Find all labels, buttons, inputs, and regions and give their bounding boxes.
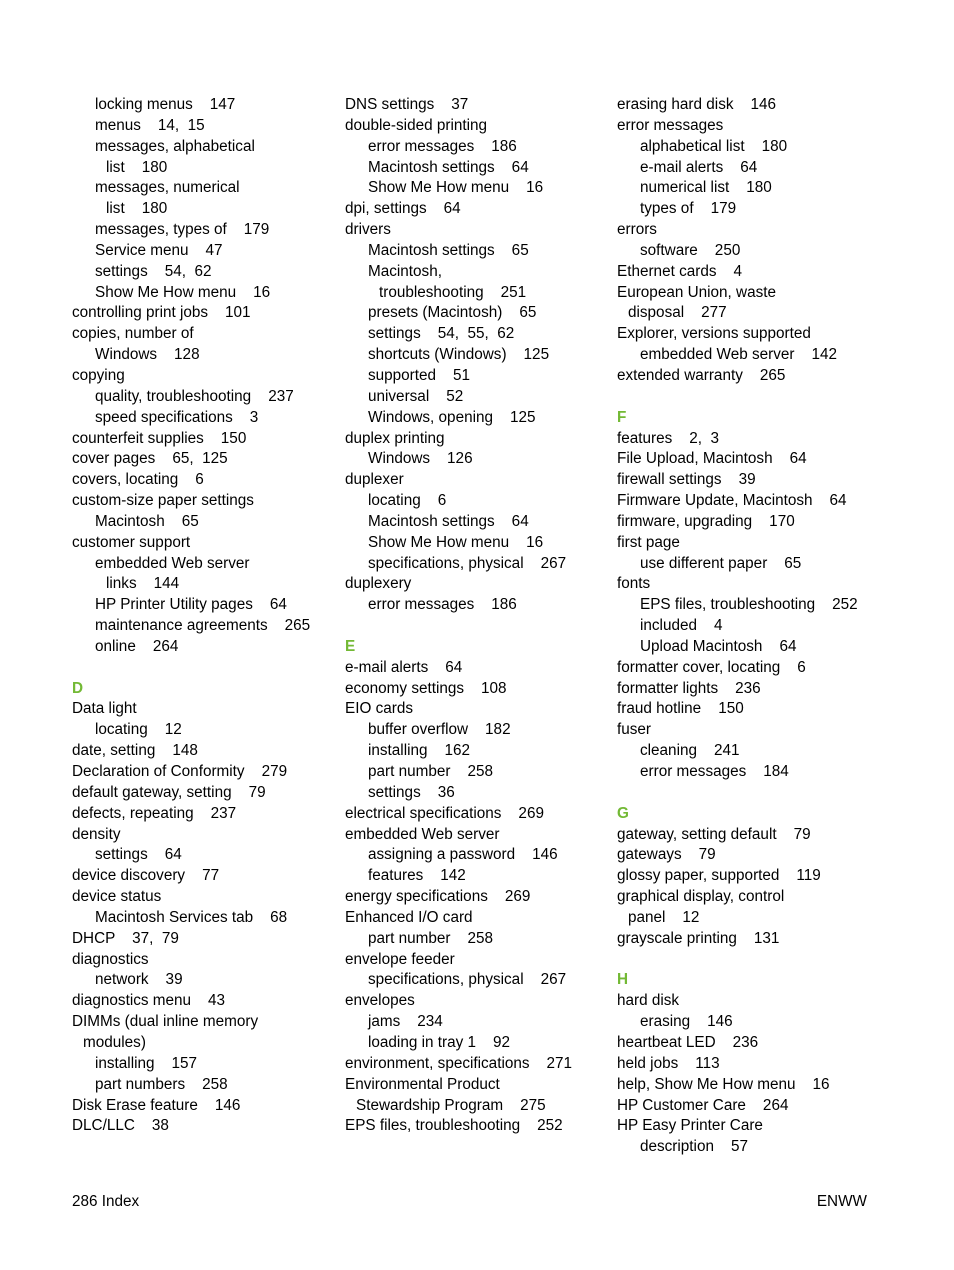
index-entry: gateway, setting default 79 [617, 825, 811, 843]
index-entry: customer support [72, 533, 191, 551]
index-entry: Show Me How menu 16 [368, 179, 544, 197]
section-spacer [617, 783, 917, 804]
index-entry: list 180 [106, 200, 168, 218]
page-footer-left: 286 Index [72, 1193, 140, 1210]
index-entry: buffer overflow 182 [368, 721, 511, 739]
index-entry: energy specifications 269 [345, 888, 531, 906]
index-entry: graphical display, control [617, 888, 785, 906]
index-entry: device discovery 77 [72, 867, 220, 885]
index-entry: Ethernet cards 4 [617, 262, 742, 280]
section-spacer [345, 616, 607, 637]
index-entry: list 180 [106, 158, 168, 176]
index-entry: defects, repeating 237 [72, 804, 237, 822]
index-entry: electrical specifications 269 [345, 804, 544, 822]
index-entry: EIO cards [345, 700, 414, 718]
index-entry: duplexery [345, 575, 412, 593]
index-entry: DIMMs (dual inline memory [72, 1013, 259, 1031]
index-entry: help, Show Me How menu 16 [617, 1075, 830, 1093]
index-entry: envelopes [345, 992, 415, 1010]
index-entry: firewall settings 39 [617, 471, 756, 489]
index-entry: Macintosh 65 [95, 512, 199, 530]
index-entry: grayscale printing 131 [617, 929, 780, 947]
index-entry: features 2, 3 [617, 429, 720, 447]
index-entry: error messages 186 [368, 137, 517, 155]
index-entry: drivers [345, 221, 391, 239]
index-entry: error messages 186 [368, 596, 517, 614]
index-column-2 [345, 95, 607, 1137]
index-entry: fuser [617, 721, 652, 739]
index-entry: Declaration of Conformity 279 [72, 763, 288, 780]
index-entry: loading in tray 1 92 [368, 1033, 511, 1051]
index-entry: density [72, 825, 121, 843]
index-entry: environment, specifications 271 [345, 1054, 573, 1072]
section-spacer [72, 658, 334, 679]
index-entry: held jobs 113 [617, 1054, 720, 1072]
index-entry: Stewardship Program 275 [356, 1096, 546, 1114]
index-entry: glossy paper, supported 119 [617, 867, 821, 885]
index-entry: date, setting 148 [72, 742, 198, 760]
index-column-3 [617, 95, 917, 1158]
index-entry: Macintosh settings 64 [368, 158, 529, 176]
index-entry: part numbers 258 [95, 1075, 228, 1093]
index-entry: shortcuts (Windows) 125 [368, 346, 550, 364]
index-entry: EPS files, troubleshooting 252 [640, 596, 858, 614]
index-column-1 [72, 95, 334, 1137]
index-entry: fonts [617, 575, 651, 593]
section-spacer [617, 950, 917, 971]
index-entry: settings 54, 62 [95, 262, 212, 280]
index-entry: presets (Macintosh) 65 [368, 304, 537, 322]
index-entry: locking menus 147 [95, 96, 236, 113]
index-entry: Service menu 47 [95, 241, 223, 259]
index-entry: error messages 184 [640, 763, 789, 780]
index-entry: e-mail alerts 64 [640, 158, 758, 176]
index-entry: Upload Macintosh 64 [640, 637, 797, 655]
index-entry: settings 64 [95, 846, 182, 864]
index-entry: Firmware Update, Macintosh 64 [617, 492, 847, 510]
index-entry: speed specifications 3 [95, 408, 259, 426]
index-entry: messages, alphabetical [95, 137, 255, 155]
index-entry: panel 12 [628, 908, 700, 926]
index-entry: installing 162 [368, 742, 471, 760]
index-entry: maintenance agreements 265 [95, 617, 311, 635]
index-entry: EPS files, troubleshooting 252 [345, 1117, 563, 1135]
index-entry: menus 14, 15 [95, 116, 205, 134]
index-entry: duplex printing [345, 429, 445, 447]
index-entry: custom-size paper settings [72, 492, 254, 510]
index-section-letter: G [617, 804, 629, 822]
index-entry: Enhanced I/O card [345, 908, 473, 926]
index-entry: copying [72, 366, 125, 384]
index-entry: cover pages 65, 125 [72, 450, 228, 468]
index-entry: included 4 [640, 617, 723, 635]
index-entry: links 144 [106, 575, 180, 593]
index-entry: assigning a password 146 [368, 846, 558, 864]
index-entry: description 57 [640, 1138, 748, 1156]
index-entry: erasing 146 [640, 1013, 733, 1031]
index-entry: double-sided printing [345, 116, 488, 134]
index-section-letter: H [617, 971, 629, 989]
section-spacer [617, 387, 917, 408]
index-entry: duplexer [345, 471, 404, 489]
index-entry: jams 234 [368, 1013, 443, 1031]
page-footer-right: ENWW [816, 1193, 867, 1210]
index-entry: part number 258 [368, 929, 493, 947]
index-section-letter: F [617, 408, 627, 426]
index-entry: cleaning 241 [640, 742, 740, 760]
index-entry: HP Easy Printer Care [617, 1117, 763, 1135]
index-entry: e-mail alerts 64 [345, 658, 463, 676]
index-entry: counterfeit supplies 150 [72, 429, 247, 447]
index-entry: messages, types of 179 [95, 221, 270, 239]
index-entry: Macintosh settings 65 [368, 241, 529, 259]
index-entry: settings 36 [368, 783, 455, 801]
index-entry: Explorer, versions supported [617, 325, 811, 343]
index-entry: specifications, physical 267 [368, 554, 567, 572]
index-entry: messages, numerical [95, 179, 240, 197]
index-entry: locating 6 [368, 492, 447, 510]
index-entry: locating 12 [95, 721, 182, 739]
index-entry: copies, number of [72, 325, 194, 343]
index-entry: formatter lights 236 [617, 679, 761, 697]
index-entry: troubleshooting 251 [379, 283, 527, 301]
index-entry: universal 52 [368, 387, 464, 405]
index-entry: types of 179 [640, 200, 737, 218]
index-entry: settings 54, 55, 62 [368, 325, 515, 343]
index-entry: Macintosh settings 64 [368, 512, 529, 530]
index-entry: Environmental Product [345, 1075, 500, 1093]
index-entry: File Upload, Macintosh 64 [617, 450, 807, 468]
index-entry: use different paper 65 [640, 554, 802, 572]
index-entry: embedded Web server 142 [640, 346, 837, 364]
index-entry: heartbeat LED 236 [617, 1033, 759, 1051]
index-entry: Show Me How menu 16 [95, 283, 271, 301]
index-entry: numerical list 180 [640, 179, 772, 197]
index-entry: alphabetical list 180 [640, 137, 788, 155]
index-entry: Windows 126 [368, 450, 473, 468]
index-entry: fraud hotline 150 [617, 700, 744, 718]
index-entry: Windows, opening 125 [368, 408, 536, 426]
index-entry: disposal 277 [628, 304, 727, 322]
index-entry: DLC/LLC 38 [72, 1117, 169, 1135]
index-entry: HP Customer Care 264 [617, 1096, 789, 1114]
index-entry: errors [617, 221, 657, 239]
index-entry: DNS settings 37 [345, 96, 469, 113]
index-entry: Macintosh, [368, 262, 442, 280]
index-entry: gateways 79 [617, 846, 716, 864]
index-entry: controlling print jobs 101 [72, 304, 251, 322]
index-entry: part number 258 [368, 763, 493, 780]
index-entry: embedded Web server [95, 554, 250, 572]
index-entry: DHCP 37, 79 [72, 929, 179, 947]
index-entry: device status [72, 888, 162, 906]
index-entry: extended warranty 265 [617, 366, 786, 384]
index-entry: first page [617, 533, 680, 551]
index-entry: default gateway, setting 79 [72, 783, 266, 801]
index-entry: envelope feeder [345, 950, 455, 968]
index-entry: covers, locating 6 [72, 471, 204, 489]
index-entry: firmware, upgrading 170 [617, 512, 795, 530]
index-entry: European Union, waste [617, 283, 777, 301]
index-entry: Show Me How menu 16 [368, 533, 544, 551]
index-entry: error messages [617, 116, 724, 134]
index-entry: Macintosh Services tab 68 [95, 908, 288, 926]
index-entry: supported 51 [368, 366, 471, 384]
index-entry: economy settings 108 [345, 679, 507, 697]
index-entry: specifications, physical 267 [368, 971, 567, 989]
index-entry: online 264 [95, 637, 179, 655]
index-entry: HP Printer Utility pages 64 [95, 596, 287, 614]
index-entry: hard disk [617, 992, 680, 1010]
index-entry: Data light [72, 700, 137, 718]
index-entry: formatter cover, locating 6 [617, 658, 806, 676]
index-entry: diagnostics [72, 950, 149, 968]
index-entry: dpi, settings 64 [345, 200, 461, 218]
index-entry: diagnostics menu 43 [72, 992, 226, 1010]
index-entry: embedded Web server [345, 825, 500, 843]
index-entry: software 250 [640, 241, 741, 259]
index-entry: features 142 [368, 867, 466, 885]
index-entry: installing 157 [95, 1054, 198, 1072]
index-entry: Disk Erase feature 146 [72, 1096, 241, 1114]
index-entry: network 39 [95, 971, 183, 989]
index-section-letter: E [345, 637, 356, 655]
index-section-letter: D [72, 679, 84, 697]
index-entry: modules) [83, 1033, 146, 1051]
index-entry: quality, troubleshooting 237 [95, 387, 294, 405]
index-entry: Windows 128 [95, 346, 200, 364]
index-entry: erasing hard disk 146 [617, 96, 777, 113]
